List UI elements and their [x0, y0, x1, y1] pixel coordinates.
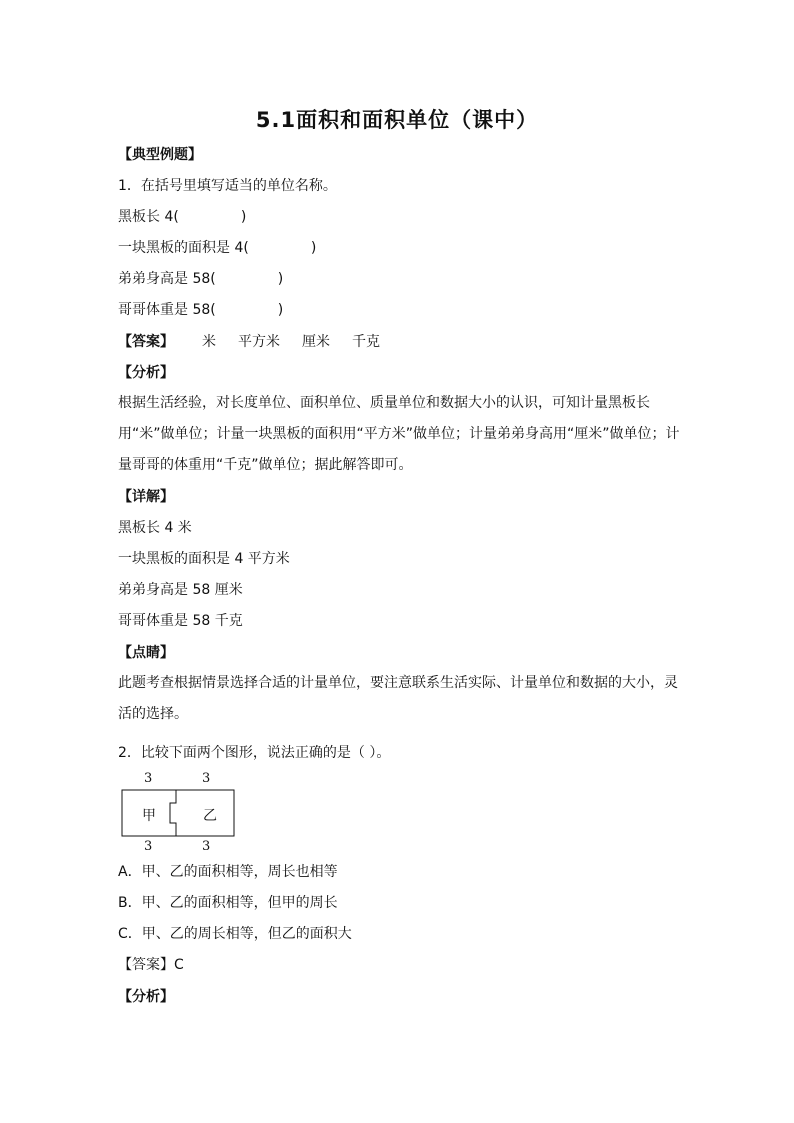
q1-item-suffix: )	[277, 302, 284, 318]
dimension-label: 3	[144, 839, 153, 854]
page-title: 5.1面积和面积单位（课中）	[255, 108, 539, 132]
q1-prompt: 1．在括号里填写适当的单位名称。	[118, 178, 337, 194]
detail-line: 哥哥体重是 58 千克	[118, 613, 243, 629]
answer-value: 厘米	[302, 334, 330, 350]
analysis-text: 根据生活经验，对长度单位、面积单位、质量单位和数据大小的认识，可知计量黑板长用“米”做单位；计量一块黑板的面积用“平方米”做单位；计量弟弟身高用“厘米”做单位；计量哥哥的体重用“千克”做单位；据此解答即可。	[118, 395, 680, 473]
q1-item-prefix: 弟弟身高是 58(	[118, 271, 216, 287]
q2-answer: 【答案】C	[118, 957, 184, 973]
q1-answer-row	[118, 332, 402, 352]
answer-label: 【答案】	[118, 334, 174, 350]
section-label: 【典型例题】	[118, 147, 202, 163]
answer-value: 平方米	[238, 334, 280, 350]
q2-prompt: 2．比较下面两个图形，说法正确的是（ ）。	[118, 745, 391, 761]
point-label: 【点睛】	[118, 645, 174, 661]
dimension-label: 3	[202, 839, 211, 854]
q1-item-prefix: 一块黑板的面积是 4(	[118, 240, 249, 256]
shape-label-yi: 乙	[203, 808, 217, 824]
answer-value: 米	[202, 334, 216, 350]
point-text: 此题考查根据情景选择合适的计量单位，要注意联系生活实际、计量单位和数据的大小，灵活的选择。	[118, 675, 678, 722]
dimension-label: 3	[144, 771, 153, 786]
q2-analysis-label: 【分析】	[118, 989, 174, 1005]
q2-option-a: A．甲、乙的面积相等，周长也相等	[118, 864, 338, 880]
answer-value: 千克	[352, 334, 380, 350]
detail-line: 黑板长 4 米	[118, 520, 192, 536]
shape-label-jia: 甲	[142, 808, 156, 824]
q1-item	[118, 207, 246, 227]
q1-item	[118, 238, 316, 258]
q2-option-b: B．甲、乙的面积相等，但甲的周长	[118, 895, 338, 911]
detail-line: 弟弟身高是 58 厘米	[118, 582, 243, 598]
q1-item-suffix: )	[277, 271, 284, 287]
q1-item-prefix: 黑板长 4(	[118, 209, 179, 225]
q1-item-suffix: )	[310, 240, 317, 256]
shape-outline	[118, 768, 243, 858]
dimension-label: 3	[202, 771, 211, 786]
detail-line: 一块黑板的面积是 4 平方米	[118, 551, 290, 567]
analysis-label: 【分析】	[118, 365, 174, 381]
q1-item	[118, 269, 283, 289]
shape-comparison-figure	[118, 768, 243, 858]
q2-option-c: C．甲、乙的周长相等，但乙的面积大	[118, 926, 352, 942]
q1-item-suffix: )	[240, 209, 247, 225]
q1-item-prefix: 哥哥体重是 58(	[118, 302, 216, 318]
detail-label: 【详解】	[118, 489, 174, 505]
q1-item	[118, 300, 283, 320]
